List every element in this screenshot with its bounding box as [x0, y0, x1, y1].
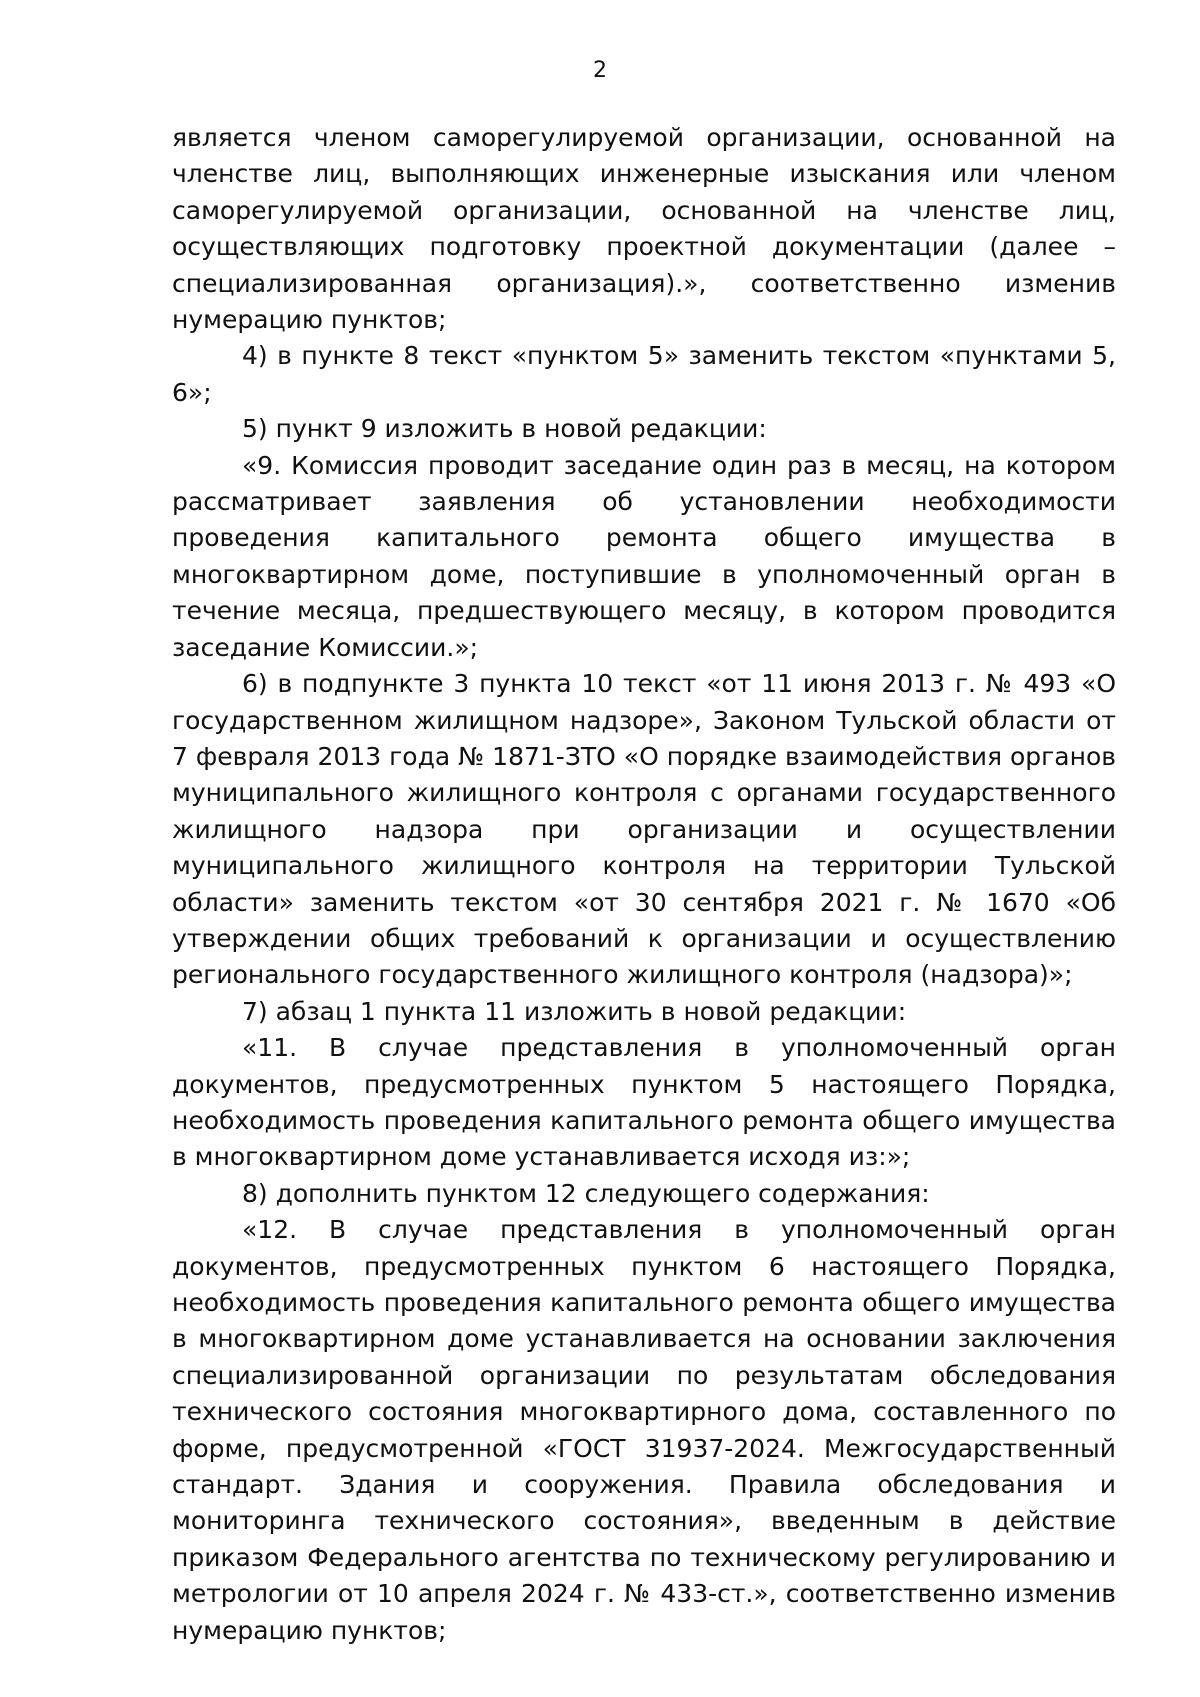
paragraph-item-5: 5) пункт 9 изложить в новой редакции:	[242, 414, 767, 444]
paragraph-clause-12: «12. В случае представления в уполномоченный орган документов, предусмотренных пунктом 6 настоящего Порядка, необходимость проведения капитального ремонта общего имущества в многоквартирном доме устанавливается на основании заключения специализированной организации по результатам обследования технического состояния многоквартирного дома, составленного по форме, предусмотренной «ГОСТ 31937-2024. Межгосударственный стандарт. Здания и сооружения. Правила обследования и мониторинга технического состояния», введенным в действие приказом Федерального агентства по техническому регулированию и метрологии от 10 апреля 2024 г. № 433-ст.», соответственно изменив нумерацию пунктов;	[172, 1215, 1116, 1645]
paragraph-item-7: 7) абзац 1 пункта 11 изложить в новой редакции:	[242, 996, 907, 1026]
page-number: 2	[593, 58, 607, 83]
paragraph-clause-9: «9. Комиссия проводит заседание один раз в месяц, на котором рассматривает заявления об установлении необходимости проведения капитального ремонта общего имущества в многоквартирном доме, поступившие в уполномоченный орган в течение месяца, предшествующего месяцу, в котором проводится заседание Комиссии.»;	[172, 450, 1116, 662]
paragraph-clause-11: «11. В случае представления в уполномоченный орган документов, предусмотренных пунктом 5 настоящего Порядка, необходимость проведения капитального ремонта общего имущества в многоквартирном доме устанавливается исходя из:»;	[172, 1033, 1116, 1172]
document-body	[172, 120, 1116, 1649]
paragraph-continuation: является членом саморегулируемой организации, основанной на членстве лиц, выполняющих инженерные изыскания или членом саморегулируемой организации, основанной на членстве лиц, осуществляющих подготовку проектной документации (далее – специализированная организация).», соответственно изменив нумерацию пунктов;	[172, 123, 1116, 335]
paragraph-item-4: 4) в пункте 8 текст «пунктом 5» заменить текстом «пунктами 5, 6»;	[172, 341, 1116, 407]
paragraph-item-6: 6) в подпункте 3 пункта 10 текст «от 11 июня 2013 г. № 493 «О государственном жилищном надзоре», Законом Тульской области от 7 февраля 2013 года № 1871-ЗТО «О порядке взаимодействия органов муниципального жилищного контроля с органами государственного жилищного надзора при организации и осуществлении муниципального жилищного контроля на территории Тульской области» заменить текстом «от 30 сентября 2021 г. № 1670 «Об утверждении общих требований к организации и осуществлению регионального государственного жилищного контроля (надзора)»;	[172, 669, 1116, 990]
paragraph-item-8: 8) дополнить пунктом 12 следующего содержания:	[242, 1178, 930, 1208]
